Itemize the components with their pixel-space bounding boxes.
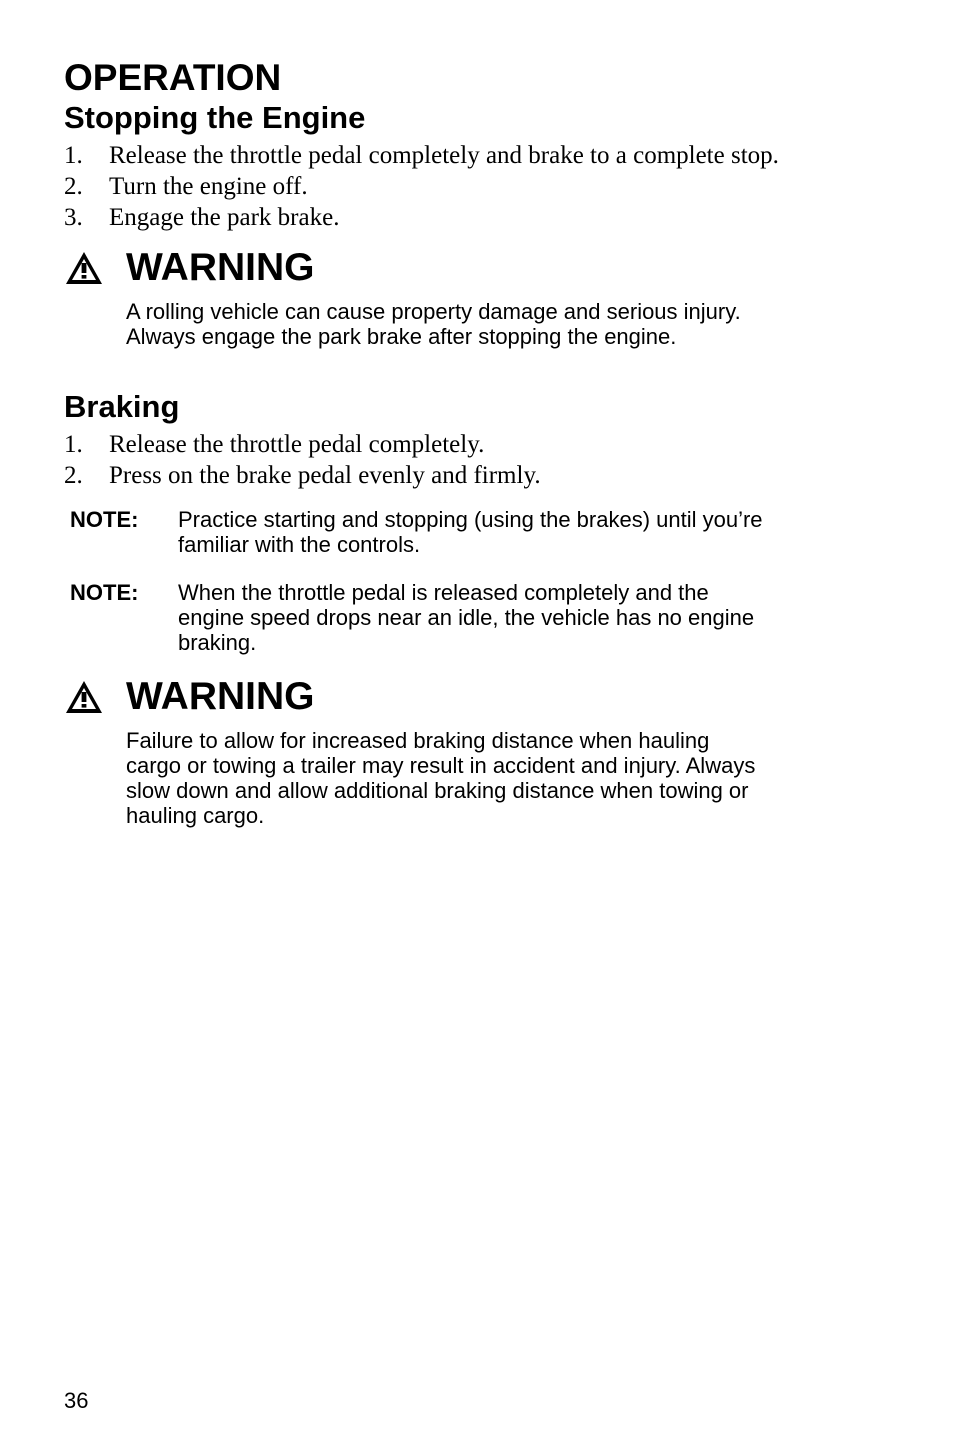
note-line: Practice starting and stopping (using the brakes) until you’re	[178, 507, 763, 532]
step-number: 1.	[64, 431, 83, 458]
warning-triangle-icon	[64, 250, 104, 286]
stopping-steps-list	[64, 140, 779, 233]
note-text	[178, 580, 870, 655]
warning-label: WARNING	[126, 246, 315, 289]
warning-line: cargo or towing a trailer may result in accident and injury. Always	[126, 753, 756, 778]
warning-line: slow down and allow additional braking distance when towing or	[126, 778, 749, 803]
warning-label: WARNING	[126, 675, 315, 718]
step-text: Engage the park brake.	[109, 204, 340, 231]
warning-line: A rolling vehicle can cause property damage and serious injury.	[126, 299, 741, 324]
step-text: Release the throttle pedal completely and brake to a complete stop.	[109, 142, 779, 169]
note-line: familiar with the controls.	[178, 532, 421, 557]
step-number: 2.	[64, 462, 83, 489]
step-text: Release the throttle pedal completely.	[109, 431, 485, 458]
warning-triangle-icon	[64, 679, 104, 715]
note-label: NOTE:	[70, 580, 139, 605]
warning-line: hauling cargo.	[126, 803, 265, 828]
step-number: 3.	[64, 204, 83, 231]
note-text	[178, 507, 870, 557]
step-number: 2.	[64, 173, 83, 200]
list-item	[64, 171, 779, 202]
note-block	[70, 580, 870, 655]
note-line: engine speed drops near an idle, the vehicle has no engine	[178, 605, 755, 630]
note-label: NOTE:	[70, 507, 139, 532]
page-number: 36	[64, 1388, 89, 1413]
list-item	[64, 460, 541, 491]
note-block	[70, 507, 870, 557]
step-text: Turn the engine off.	[109, 173, 308, 200]
note-line: braking.	[178, 630, 257, 655]
chapter-title: OPERATION	[64, 57, 282, 98]
braking-steps-list	[64, 429, 541, 491]
step-text: Press on the brake pedal evenly and firmly.	[109, 462, 541, 489]
warning-text	[126, 299, 866, 349]
warning-line: Always engage the park brake after stopping the engine.	[126, 324, 677, 349]
warning-text	[126, 728, 866, 828]
list-item	[64, 429, 541, 460]
section-heading-stopping: Stopping the Engine	[64, 100, 366, 135]
section-heading-braking: Braking	[64, 389, 180, 424]
warning-header	[64, 246, 315, 290]
list-item	[64, 140, 779, 171]
warning-line: Failure to allow for increased braking distance when hauling	[126, 728, 710, 753]
warning-header	[64, 675, 315, 719]
step-number: 1.	[64, 142, 83, 169]
note-line: When the throttle pedal is released completely and the	[178, 580, 709, 605]
list-item	[64, 202, 779, 233]
